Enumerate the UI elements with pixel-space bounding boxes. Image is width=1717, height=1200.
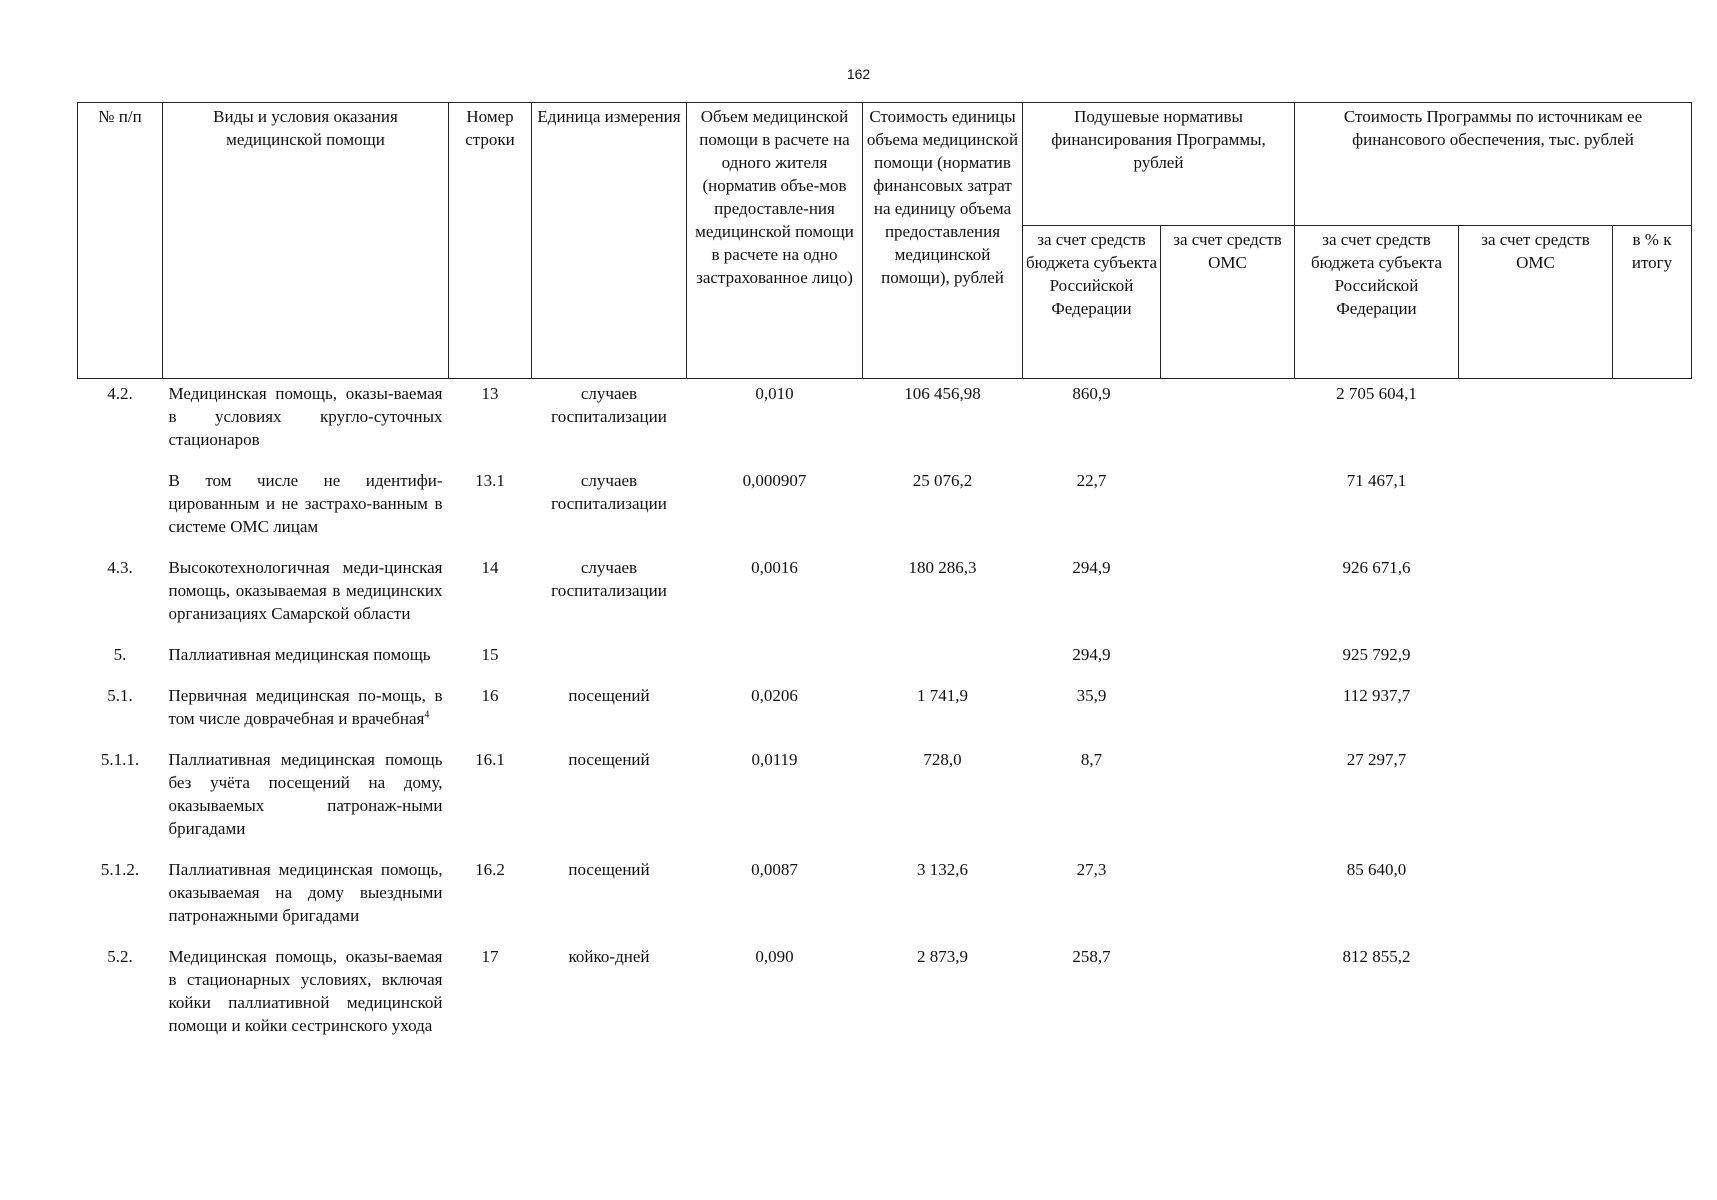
cell-program-budget: 2 705 604,1 — [1336, 384, 1417, 403]
row-description-text: Медицинская помощь, оказы-ваемая в стационарных условиях, включая койки паллиативной медицинской помощи и койки сестринского ухода — [168, 947, 443, 1035]
cell-unit-cost: 1 741,9 — [917, 686, 968, 705]
cell-unit: посещений — [568, 686, 650, 705]
header-program-cost-group: Стоимость Программы по источникам ее финансового обеспечения, тыс. рублей — [1295, 103, 1692, 226]
cell-unit: посещений — [568, 860, 650, 879]
cell-per-capita-oms — [1161, 942, 1295, 1052]
cell-unit-cost: 728,0 — [923, 750, 962, 769]
cell-description — [163, 553, 449, 640]
cell-description — [163, 681, 449, 745]
cell-program-percent — [1613, 640, 1692, 681]
cell-per-capita-budget: 22,7 — [1076, 471, 1107, 490]
cell-program-oms — [1459, 466, 1613, 553]
cell-unit-cost: 25 076,2 — [912, 471, 973, 490]
cell-per-capita-oms — [1161, 640, 1295, 681]
cell-row-number: 13 — [481, 384, 499, 403]
row-description-text: Паллиативная медицинская помощь — [168, 645, 431, 664]
cell-program-budget: 27 297,7 — [1346, 750, 1407, 769]
cell-unit: случаев госпитализации — [551, 558, 667, 600]
cell-program-percent — [1613, 379, 1692, 467]
cell-per-capita-budget: 8,7 — [1080, 750, 1103, 769]
table-row — [78, 640, 1692, 681]
cell-program-oms — [1459, 553, 1613, 640]
cell-row-number: 13.1 — [475, 471, 505, 490]
row-description-text: Высокотехнологичная меди-цинская помощь, оказываемая в медицинских организациях Самарской области — [168, 558, 443, 623]
cell-unit-cost — [863, 640, 1023, 681]
cell-per-capita-budget: 294,9 — [1072, 558, 1111, 577]
cell-unit-cost: 180 286,3 — [908, 558, 977, 577]
cell-program-oms — [1459, 681, 1613, 745]
cell-per-capita-budget: 258,7 — [1072, 947, 1111, 966]
header-num: № п/п — [78, 103, 163, 379]
cell-per-capita-oms — [1161, 379, 1295, 467]
cell-row-number: 17 — [481, 947, 499, 966]
cell-description — [163, 466, 449, 553]
cell-row-number: 16 — [481, 686, 499, 705]
header-per-capita-group: Подушевые нормативы финансирования Программы, рублей — [1023, 103, 1295, 226]
row-description-text: Паллиативная медицинская помощь, оказываемая на дому выездными патронажными бригадами — [168, 860, 443, 925]
cell-row-number: 16.1 — [475, 750, 505, 769]
cell-row-number: 16.2 — [475, 860, 505, 879]
cell-volume: 0,000907 — [742, 471, 807, 490]
cell-unit-cost: 2 873,9 — [917, 947, 968, 966]
cell-program-budget: 925 792,9 — [1342, 645, 1411, 664]
header-unit-cost: Стоимость единицы объема медицинской помощи (норматив финансовых затрат на единицу объема предоставления медицинской помощи), рублей — [863, 103, 1023, 379]
cell-program-oms — [1459, 745, 1613, 855]
cell-program-percent — [1613, 553, 1692, 640]
cell-program-percent — [1613, 745, 1692, 855]
cell-volume: 0,0119 — [751, 750, 798, 769]
cell-per-capita-oms — [1161, 745, 1295, 855]
cell-per-capita-oms — [1161, 553, 1295, 640]
cell-volume — [687, 640, 863, 681]
cell-description — [163, 942, 449, 1052]
cell-program-percent — [1613, 681, 1692, 745]
cell-volume: 0,090 — [755, 947, 794, 966]
table-row — [78, 379, 1692, 467]
cell-per-capita-oms — [1161, 466, 1295, 553]
header-program-oms: за счет средств ОМС — [1459, 226, 1613, 379]
program-cost-table — [77, 102, 1692, 1052]
cell-program-oms — [1459, 379, 1613, 467]
table-row — [78, 942, 1692, 1052]
cell-per-capita-budget: 294,9 — [1072, 645, 1111, 664]
header-program-budget: за счет средств бюджета субъекта Российской Федерации — [1295, 226, 1459, 379]
cell-unit: посещений — [568, 750, 650, 769]
cell-program-oms — [1459, 942, 1613, 1052]
cell-unit-cost: 106 456,98 — [904, 384, 981, 403]
cell-description — [163, 745, 449, 855]
cell-per-capita-oms — [1161, 855, 1295, 942]
cell-per-capita-budget: 860,9 — [1072, 384, 1111, 403]
cell-program-budget: 85 640,0 — [1346, 860, 1407, 879]
cell-num: 4.2. — [107, 384, 133, 403]
header-volume: Объем медицинской помощи в расчете на одного жителя (норматив объе-мов предоставле-ния медицинской помощи в расчете на одно застрахованное лицо) — [687, 103, 863, 379]
cell-num: 5.2. — [107, 947, 133, 966]
cell-per-capita-budget: 35,9 — [1076, 686, 1107, 705]
cell-program-oms — [1459, 855, 1613, 942]
header-kind: Виды и условия оказания медицинской помощи — [163, 103, 449, 379]
cell-volume: 0,0206 — [751, 686, 798, 705]
cell-program-budget: 112 937,7 — [1342, 686, 1411, 705]
cell-volume: 0,0087 — [751, 860, 798, 879]
cell-unit-cost: 3 132,6 — [917, 860, 968, 879]
cell-num: 5. — [113, 645, 127, 664]
cell-num: 4.3. — [107, 558, 133, 577]
cell-num: 5.1.2. — [100, 860, 140, 879]
table-row — [78, 745, 1692, 855]
cell-row-number: 14 — [481, 558, 499, 577]
table-row — [78, 466, 1692, 553]
table-row — [78, 681, 1692, 745]
table-row — [78, 855, 1692, 942]
cell-program-budget: 71 467,1 — [1346, 471, 1407, 490]
header-per-capita-oms: за счет средств ОМС — [1161, 226, 1295, 379]
header-per-capita-budget: за счет средств бюджета субъекта Российской Федерации — [1023, 226, 1161, 379]
cell-unit: койко-дней — [568, 947, 650, 966]
row-description-text: Паллиативная медицинская помощь без учёта посещений на дому, оказываемых патронаж-ными бригадами — [168, 750, 443, 838]
row-description-text: Медицинская помощь, оказы-ваемая в условиях кругло-суточных стационаров — [168, 384, 443, 449]
table-body — [78, 379, 1692, 1053]
cell-num: 5.1.1. — [100, 750, 140, 769]
table-row — [78, 553, 1692, 640]
cell-per-capita-budget: 27,3 — [1076, 860, 1107, 879]
cell-volume: 0,0016 — [751, 558, 798, 577]
footnote-mark: 4 — [424, 709, 430, 721]
cell-unit: случаев госпитализации — [551, 384, 667, 426]
header-program-percent: в % к итогу — [1613, 226, 1692, 379]
cell-per-capita-oms — [1161, 681, 1295, 745]
cell-unit — [532, 640, 687, 681]
page-number: 162 — [846, 66, 871, 82]
cell-description — [163, 379, 449, 467]
cell-program-percent — [1613, 466, 1692, 553]
row-description-text: В том числе не идентифи-цированным и не застрахо-ванным в системе ОМС лицам — [168, 471, 443, 536]
row-description-text: Первичная медицинская по-мощь, в том числе доврачебная и врачебная — [168, 686, 443, 728]
header-unit: Единица измерения — [532, 103, 687, 379]
cell-program-percent — [1613, 942, 1692, 1052]
cell-volume: 0,010 — [755, 384, 794, 403]
cell-program-budget: 812 855,2 — [1342, 947, 1411, 966]
header-row-number: Номер строки — [449, 103, 532, 379]
cell-num: 5.1. — [107, 686, 133, 705]
cell-description — [163, 855, 449, 942]
cell-description — [163, 640, 449, 681]
table-header — [78, 103, 1692, 379]
cell-program-oms — [1459, 640, 1613, 681]
cell-program-percent — [1613, 855, 1692, 942]
cell-row-number: 15 — [481, 645, 499, 664]
cell-program-budget: 926 671,6 — [1342, 558, 1411, 577]
cell-unit: случаев госпитализации — [551, 471, 667, 513]
cell-num — [78, 466, 163, 553]
